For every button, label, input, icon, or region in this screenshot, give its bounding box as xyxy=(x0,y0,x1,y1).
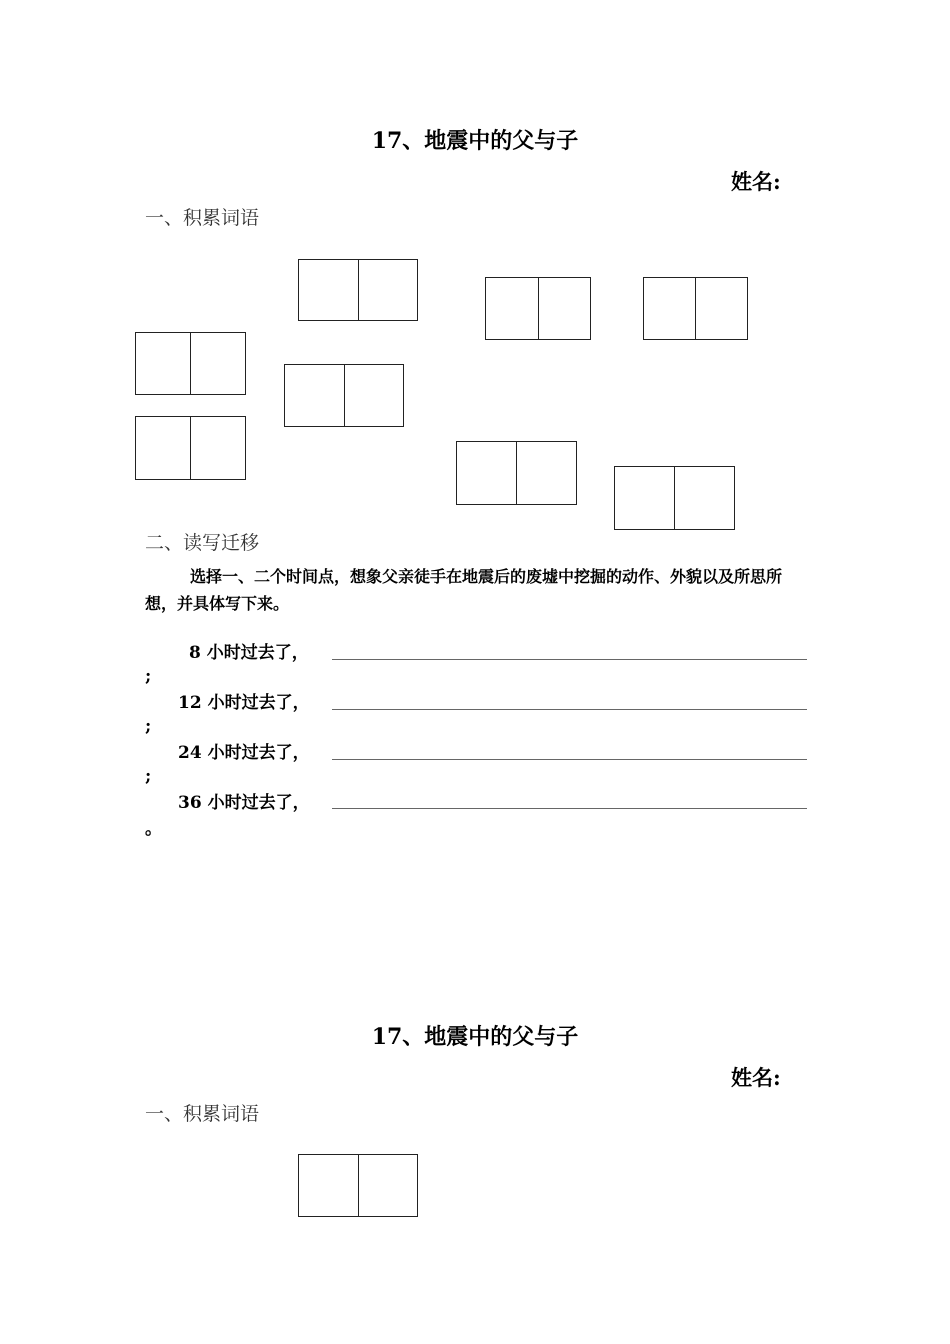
word-box[interactable] xyxy=(614,466,735,530)
word-box[interactable] xyxy=(456,441,577,505)
word-box[interactable] xyxy=(135,416,246,480)
answer-line[interactable] xyxy=(332,808,807,809)
section-heading-vocabulary: 一、积累词语 xyxy=(145,1103,260,1125)
answer-line[interactable] xyxy=(332,659,807,660)
name-label: 姓名: xyxy=(731,1065,781,1090)
word-box[interactable] xyxy=(298,259,418,321)
prompt-label: 12 小时过去了， xyxy=(178,693,310,713)
prompt-label: 36 小时过去了， xyxy=(178,793,310,813)
word-box[interactable] xyxy=(485,277,591,340)
word-box[interactable] xyxy=(298,1154,418,1217)
section-heading-vocabulary: 一、积累词语 xyxy=(145,207,260,229)
word-box[interactable] xyxy=(284,364,404,427)
prompt-end-mark: 。 xyxy=(145,819,162,839)
prompt-label: 8 小时过去了， xyxy=(189,643,309,663)
prompt-end-mark: ; xyxy=(145,716,152,736)
answer-line[interactable] xyxy=(332,759,807,760)
answer-line[interactable] xyxy=(332,709,807,710)
word-box[interactable] xyxy=(135,332,246,395)
name-label: 姓名: xyxy=(731,169,781,194)
section-heading-writing: 二、读写迁移 xyxy=(145,532,260,554)
prompt-end-mark: ; xyxy=(145,666,152,686)
worksheet-title: 17、地震中的父与子 xyxy=(371,1024,579,1050)
word-box[interactable] xyxy=(643,277,748,340)
prompt-end-mark: ; xyxy=(145,766,152,786)
prompt-label: 24 小时过去了， xyxy=(178,743,310,763)
instruction-text: 选择一、二个时间点，想象父亲徒手在地震后的废墟中挖掘的动作、外貌以及所思所想，并具体写下来。 xyxy=(145,567,783,613)
worksheet-title: 17、地震中的父与子 xyxy=(371,128,579,154)
